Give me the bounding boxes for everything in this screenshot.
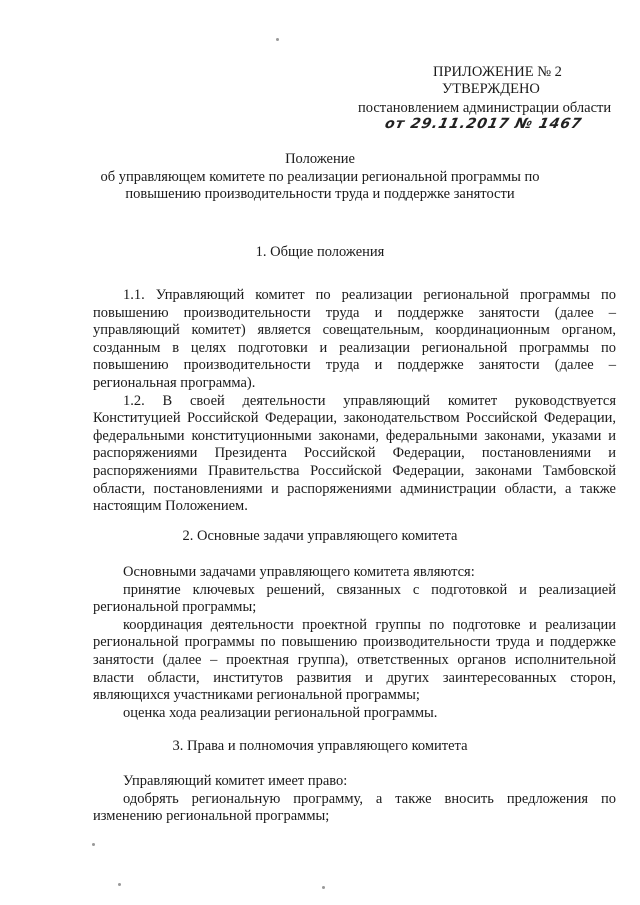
scan-speck <box>118 883 121 886</box>
section-2-item-2: координация деятельности проектной группы по подготовке и реализации региональной программы по повышению производительности труда и поддержке занятости (далее – проектная группа), ответственных органов исполнительной власти области, институтов развития и других заинтересованных сторон, являющихся участниками региональной программы; <box>93 616 616 704</box>
paragraph-1-2: 1.2. В своей деятельности управляющий комитет руководствуется Конституцией Российской Федерации, законодательством Российской Федерации, федеральными конституционными законами, федеральными законами, указами и распоряжениями Президента Российской Федерации, постановлениями и распоряжениями Правительства Российской Федерации, законами Тамбовской области, постановлениями и распоряжениями администрации области, а также настоящим Положением. <box>93 392 616 515</box>
section-3-heading: 3. Права и полномочия управляющего комитета <box>172 738 468 754</box>
section-3-body <box>93 773 616 826</box>
section-2-item-3: оценка хода реализации региональной программы. <box>123 704 438 721</box>
section-3-item-1: одобрять региональную программу, а также вносить предложения по изменению региональной программы; <box>93 790 616 825</box>
title-line-3: повышению производительности труда и поддержке занятости <box>125 186 515 202</box>
scan-speck <box>322 886 325 889</box>
title-line-1: Положение <box>285 151 355 167</box>
appendix-label: ПРИЛОЖЕНИЕ № 2 <box>433 64 562 80</box>
section-2-item-1: принятие ключевых решений, связанных с подготовкой и реализацией региональной программы; <box>93 581 616 616</box>
section-2-intro: Основными задачами управляющего комитета являются: <box>123 564 475 580</box>
section-3-intro: Управляющий комитет имеет право: <box>123 773 348 789</box>
approved-label: УТВЕРЖДЕНО <box>442 81 540 97</box>
section-2-body <box>93 564 616 722</box>
paragraph-1-1: 1.1. Управляющий комитет по реализации региональной программы по повышению производительности труда и поддержке занятости (далее – управляющий комитет) является совещательным, координационным органом, созданным в целях подготовки и реализации региональной программы по повышению производительности труда и поддержке занятости (далее – региональная программа). <box>93 287 616 391</box>
decree-label: постановлением администрации области <box>358 100 612 116</box>
title-line-2: об управляющем комитете по реализации региональной программы по <box>100 168 540 185</box>
section-1-heading: 1. Общие положения <box>255 244 385 260</box>
section-1-body <box>93 287 616 516</box>
document-title <box>0 151 640 204</box>
section-2-heading: 2. Основные задачи управляющего комитета <box>182 528 458 544</box>
scan-speck <box>92 843 95 846</box>
handwritten-date: от 29.11.2017 № 1467 <box>383 116 584 132</box>
scan-speck <box>276 38 279 41</box>
